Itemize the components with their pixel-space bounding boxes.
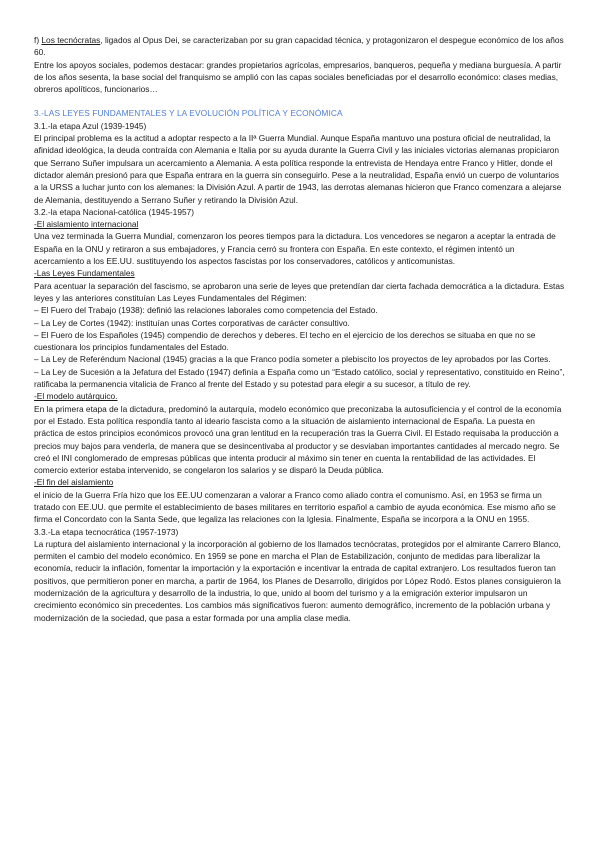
section-3-3-heading: 3.3.-La etapa tecnocrática (1957-1973) <box>34 526 179 537</box>
intro-f-term: Los tecnócratas <box>41 35 101 45</box>
fin-aislamiento-heading: -El fin del aislamiento <box>34 477 114 488</box>
fin-aislamiento-text: el inicio de la Guerra Fría hizo que los EE.UU comenzaran a valorar a Franco como aliado contra el comunismo. Así, en 1953 se firma un tratado con EE.UU. que permite el establecimiento de bases militares en territorio español a cambio de ayuda económica. Ese mismo año se firma el Concordato con la Santa Sede, que legaliza las relaciones con la Iglesia. Finalmente, España se incorpora a la ONU en 1955. <box>34 489 556 525</box>
spacer <box>34 95 566 107</box>
section-3-1-heading: 3.1.-la etapa Azul (1939-1945) <box>34 120 147 131</box>
aislamiento-heading: -El aislamiento internacional <box>34 219 139 230</box>
intro-apoyos-paragraph: Entre los apoyos sociales, podemos destacar: grandes propietarios agrícolas, empresarios, banqueros, pequeña y mediana burguesía. A partir de los años sesenta, la base social del franquismo se amplió con las capas sociales beneficiadas por el desarrollo económico: clases medias, obreros apolíticos, funcionarios… <box>34 59 562 95</box>
aislamiento-text: Una vez terminada la Guerra Mundial, comenzaron los peores tiempos para la dictadura. Los vencedores se negaron a aceptar la entrada de España en la ONU y retiraron a sus embajadores, y Francia cerró su frontera con España. En este contexto, el régimen intentó un acercamiento a los EE.UU. sustituyendo los aspectos fascistas por los conservadores, católicos y anticomunistas. <box>34 231 556 267</box>
autarquico-heading: -El modelo autárquico. <box>34 391 118 402</box>
section-3-3-text: La ruptura del aislamiento internacional y la incorporación al gobierno de los llamados tecnócratas, protegidos por el almirante Carrero Blanco, permiten el cambio del modelo económico. En 1959 se pone en marcha el Plan de Estabilización, conjunto de medidas para liberalizar la economía, reducir la inflación, fomentar la importación y la exportación e incentivar la entrada de capital extranjero. Los resultados fueron tan positivos, que permitieron poner en marcha, a partir de 1964, los Planes de Desarrollo, dirigidos por López Rodó. Estos planes consiguieron la modernización de la agricultura y desarrollo de la industria, lo que, unido al boom del turismo y a la emigración exterior impulsaron un crecimiento económico sin precedentes. Los cambios más significativos fueron: aumento demográfico, incremento de la población urbana y modernización de la sociedad, que pasa a estar formada por una amplia clase media. <box>34 538 561 623</box>
section-3-title: 3.-LAS LEYES FUNDAMENTALES Y LA EVOLUCIÓN POLÍTICA Y ECONÓMICA <box>34 108 343 119</box>
section-3-1-text: El principal problema es la actitud a adoptar respecto a la IIª Guerra Mundial. Aunque España mantuvo una postura oficial de neutralidad, la afinidad ideológica, la deuda contraída con Alemania e Italia por su ayuda durante la Guerra Civil y las iniciales victorias alemanas propiciaron que Serrano Suñer impulsara un acercamiento a Alemania. A esta política responde la entrevista de Hendaya entre Franco y Hitler, donde el dictador alemán presionó para que España entrara en la guerra sin conseguirlo. Pese a la neutralidad, España envió un cuerpo de voluntarios a la URSS a luchar junto con los alemanes: la División Azul. A partir de 1943, las derrotas alemanas hicieron que Franco comenzara a alejarse de Alemania, destituyendo a Serrano Suñer y retirando la División Azul. <box>34 133 562 205</box>
ley-item: – El Fuero del Trabajo (1938): definió las relaciones laborales como competencia del Estado. <box>34 305 378 316</box>
autarquico-text: En la primera etapa de la dictadura, predominó la autarquía, modelo económico que preconizaba la autosuficiencia y el control de la economía por el Estado. Esta política respondía tanto al ideario fascista como a la situación de aislamiento internacional de España. La puesta en práctica de estos principios económicos provocó una gran lentitud en la recuperación tras la Guerra Civil. El Estado requisaba la producción a precios muy bajos para venderla, de manera que se desincentivaba al productor y se desviaban importantes cantidades al mercado negro. Se creó el INI conglomerado de empresas públicas que intenta producir al máximo sin tener en cuenta la rentabilidad de las actividades. El comercio exterior estaba intervenido, se congelaron los salarios y se disparó la Deuda pública. <box>34 403 562 476</box>
ley-item: – La Ley de Referéndum Nacional (1945) gracias a la que Franco podía someter a plebiscito los proyectos de ley aprobados por las Cortes. <box>34 354 551 365</box>
intro-f-paragraph <box>34 34 566 59</box>
leyes-heading: -Las Leyes Fundamentales <box>34 268 135 279</box>
intro-f-text: , ligados al Opus Dei, se caracterizaban por su gran capacidad técnica, y protagonizaron el despegue económico de los años 60. <box>34 35 564 58</box>
section-3-2-heading: 3.2.-la etapa Nacional-católica (1945-1957) <box>34 206 195 217</box>
leyes-intro: Para acentuar la separación del fascismo, se aprobaron una serie de leyes que pretendían dar cierta fachada democrática a la dictadura. Estas leyes y las anteriores constituían Las Leyes Fundamentales del Régimen: <box>34 280 565 303</box>
intro-f-label: f) <box>34 35 42 45</box>
ley-item: – La Ley de Cortes (1942): instituían unas Cortes corporativas de carácter consultivo. <box>34 317 350 328</box>
ley-item: – La Ley de Sucesión a la Jefatura del Estado (1947) definía a España como un “Estado católico, social y representativo, constituido en Reino”, ratificaba la permanencia vitalicia de Franco al frente del Estado y su potestad para elegir a su sucesor, a título de rey. <box>34 366 565 390</box>
ley-item: – El Fuero de los Españoles (1945) compendio de derechos y deberes. El techo en el ejercicio de los derechos se situaba en que no se cuestionara los principios fundamentales del Estado. <box>34 329 536 353</box>
